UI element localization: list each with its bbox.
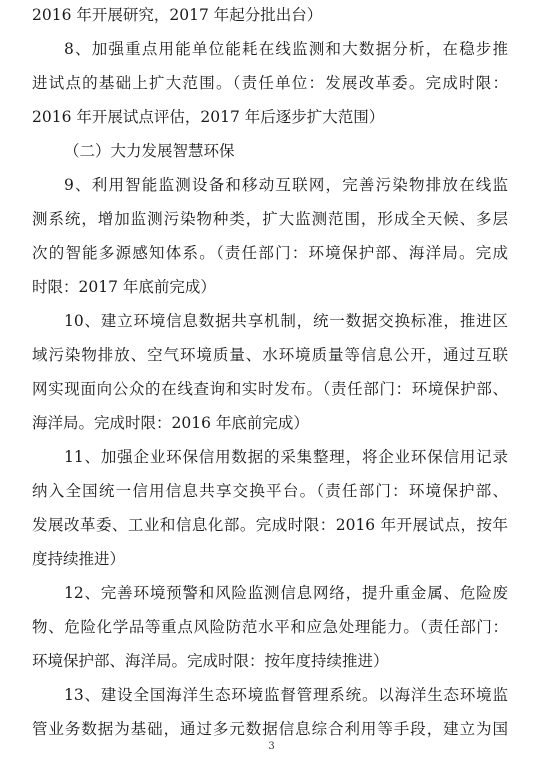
text-line: 纳入全国统一信用信息共享交换平台。（责任部门：环境保护部、	[32, 482, 508, 500]
text-line: 2016 年开展试点评估，2017 年后逐步扩大范围）	[32, 108, 385, 126]
text-line: 环境保护部、海洋局。完成时限：按年度持续推进）	[32, 652, 389, 670]
section-heading: （二）大力发展智慧环保	[64, 142, 235, 160]
text-line: 9、利用智能监测设备和移动互联网，完善污染物排放在线监	[64, 176, 508, 194]
text-line: 10、建立环境信息数据共享机制，统一数据交换标准，推进区	[64, 312, 508, 330]
text-line: 进试点的基础上扩大范围。（责任单位：发展改革委。完成时限：	[32, 74, 508, 92]
text-line: 8、加强重点用能单位能耗在线监测和大数据分析，在稳步推	[64, 40, 508, 58]
text-line: 度持续推进）	[32, 550, 126, 568]
text-line: 管业务数据为基础，通过多元数据信息综合利用等手段，建立为国	[32, 720, 508, 738]
text-line: 发展改革委、工业和信息化部。完成时限：2016 年开展试点，按年	[32, 516, 508, 534]
text-line: 时限：2017 年底前完成）	[32, 278, 216, 296]
text-line: 域污染物排放、空气环境质量、水环境质量等信息公开，通过互联	[32, 346, 508, 364]
text-line: 13、建设全国海洋生态环境监督管理系统。以海洋生态环境监	[64, 686, 508, 704]
text-line: 次的智能多源感知体系。（责任部门：环境保护部、海洋局。完成	[32, 244, 508, 262]
text-line: 海洋局。完成时限：2016 年底前完成）	[32, 414, 309, 432]
text-line: 测系统，增加监测污染物种类，扩大监测范围，形成全天候、多层	[32, 210, 508, 228]
text-line: 11、加强企业环保信用数据的采集整理，将企业环保信用记录	[64, 448, 508, 466]
text-line: 物、危险化学品等重点风险防范水平和应急处理能力。（责任部门：	[32, 618, 508, 636]
text-line: 12、完善环境预警和风险监测信息网络，提升重金属、危险废	[64, 584, 508, 602]
text-line: 2016 年开展研究，2017 年起分批出台）	[32, 6, 323, 24]
page-number: 3	[268, 741, 275, 752]
text-line: 网实现面向公众的在线查询和实时发布。（责任部门：环境保护部、	[32, 380, 508, 398]
